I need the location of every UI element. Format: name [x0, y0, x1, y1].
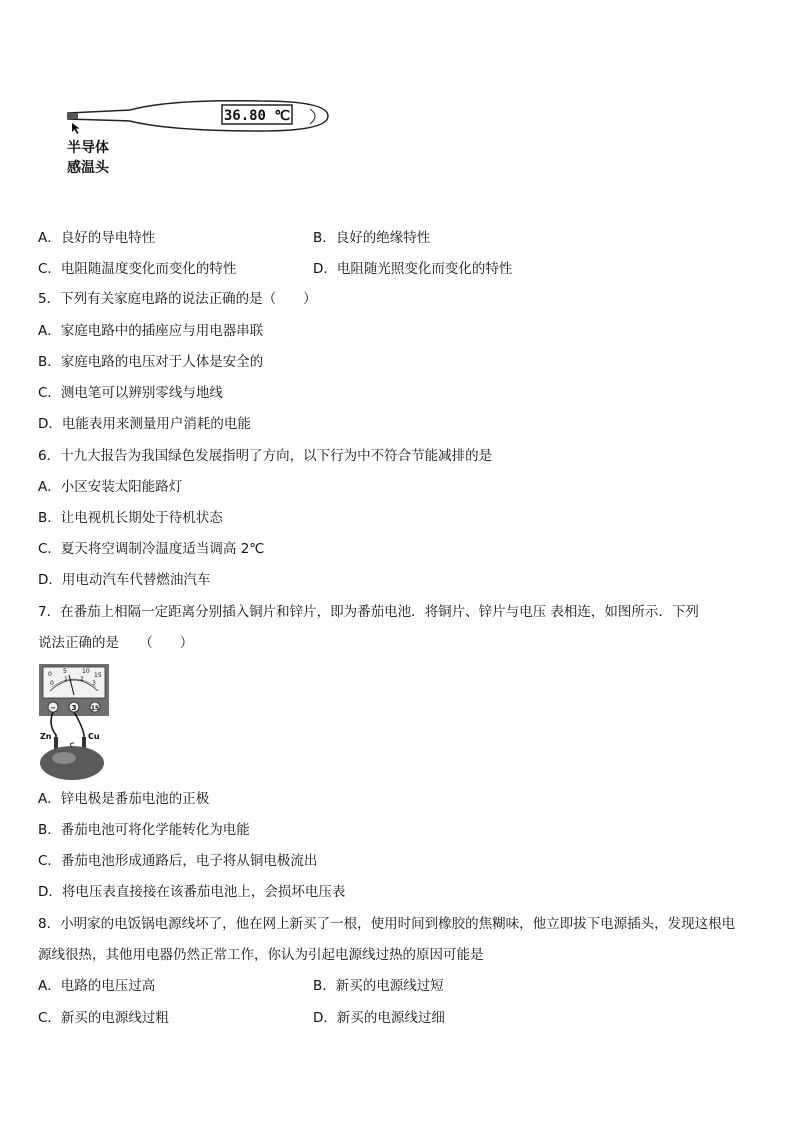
- q8-option-b: B．新买的电源线过短: [313, 978, 444, 994]
- terminal-negative-label: −: [50, 704, 56, 712]
- q6-option-d: D．用电动汽车代替燃油汽车: [38, 572, 211, 588]
- q4-option-a: A．良好的导电特性: [38, 230, 156, 246]
- q7-option-b: B．番茄电池可将化学能转化为电能: [38, 822, 250, 838]
- q4-option-c: C．电阻随温度变化而变化的特性: [38, 261, 237, 277]
- q5-option-a: A．家庭电路中的插座应与用电器串联: [38, 323, 264, 339]
- q7-option-c: C．番茄电池形成通路后，电子将从铜电极流出: [38, 853, 318, 869]
- scale-mark-5: 5: [63, 668, 67, 675]
- q4-option-b: B．良好的绝缘特性: [313, 230, 431, 246]
- thermometer-figure: [60, 95, 340, 135]
- q7-option-d: D．将电压表直接接在该番茄电池上，会损坏电压表: [38, 884, 346, 900]
- probe-label-line2: 感温头: [67, 160, 109, 176]
- cu-label: Cu: [88, 732, 100, 741]
- scale-mark-0-upper: 0: [48, 671, 52, 678]
- q7-stem-line1: 7．在番茄上相隔一定距离分别插入铜片和锌片，即为番茄电池．将铜片、锌片与电压 表相连，如图所示．下列: [38, 604, 699, 620]
- q7-option-a: A．锌电极是番茄电池的正极: [38, 791, 210, 807]
- q6-option-b: B．让电视机长期处于待机状态: [38, 510, 223, 526]
- scale-mark-15: 15: [94, 672, 102, 679]
- q5-option-b: B．家庭电路的电压对于人体是安全的: [38, 354, 264, 370]
- scale-mark-10: 10: [82, 668, 90, 675]
- q5-option-d: D．电能表用来测量用户消耗的电能: [38, 416, 251, 432]
- zn-label: Zn: [40, 732, 52, 741]
- scale-mark-0-lower: 0: [50, 680, 54, 687]
- q6-option-c: C．夏天将空调制冷温度适当调高 2℃: [38, 541, 265, 557]
- thermometer-reading: 36.80 ℃: [223, 108, 291, 124]
- q5-stem: 5．下列有关家庭电路的说法正确的是（ ）: [38, 291, 317, 307]
- q8-option-d: D．新买的电源线过细: [313, 1010, 445, 1026]
- scale-mark-1: 1: [64, 676, 68, 683]
- q8-stem-line2: 源线很热，其他用电器仍然正常工作，你认为引起电源线过热的原因可能是: [38, 947, 484, 963]
- q8-option-a: A．电路的电压过高: [38, 978, 156, 994]
- terminal-3v-label: 3: [71, 704, 77, 712]
- scale-mark-2: 2: [80, 676, 84, 683]
- terminal-15v-label: 15: [90, 705, 100, 712]
- q4-option-d: D．电阻随光照变化而变化的特性: [313, 261, 513, 277]
- tomato: [40, 746, 104, 780]
- q8-option-c: C．新买的电源线过粗: [38, 1010, 169, 1026]
- scale-mark-3: 3: [92, 680, 96, 687]
- q7-stem-line2: 说法正确的是 （ ）: [38, 635, 194, 651]
- q6-stem: 6．十九大报告为我国绿色发展指明了方向，以下行为中不符合节能减排的是: [38, 448, 493, 464]
- probe-label-line1: 半导体: [67, 140, 109, 156]
- q8-stem-line1: 8．小明家的电饭锅电源线坏了，他在网上新买了一根，使用时间到橡胶的焦糊味，他立即拔下电源插头，发现这根电: [38, 916, 736, 932]
- q5-option-c: C．测电笔可以辨别零线与地线: [38, 385, 223, 401]
- tomato-battery-figure: [38, 663, 112, 781]
- pointer-arrow-icon: [70, 122, 82, 136]
- q6-option-a: A．小区安装太阳能路灯: [38, 479, 183, 495]
